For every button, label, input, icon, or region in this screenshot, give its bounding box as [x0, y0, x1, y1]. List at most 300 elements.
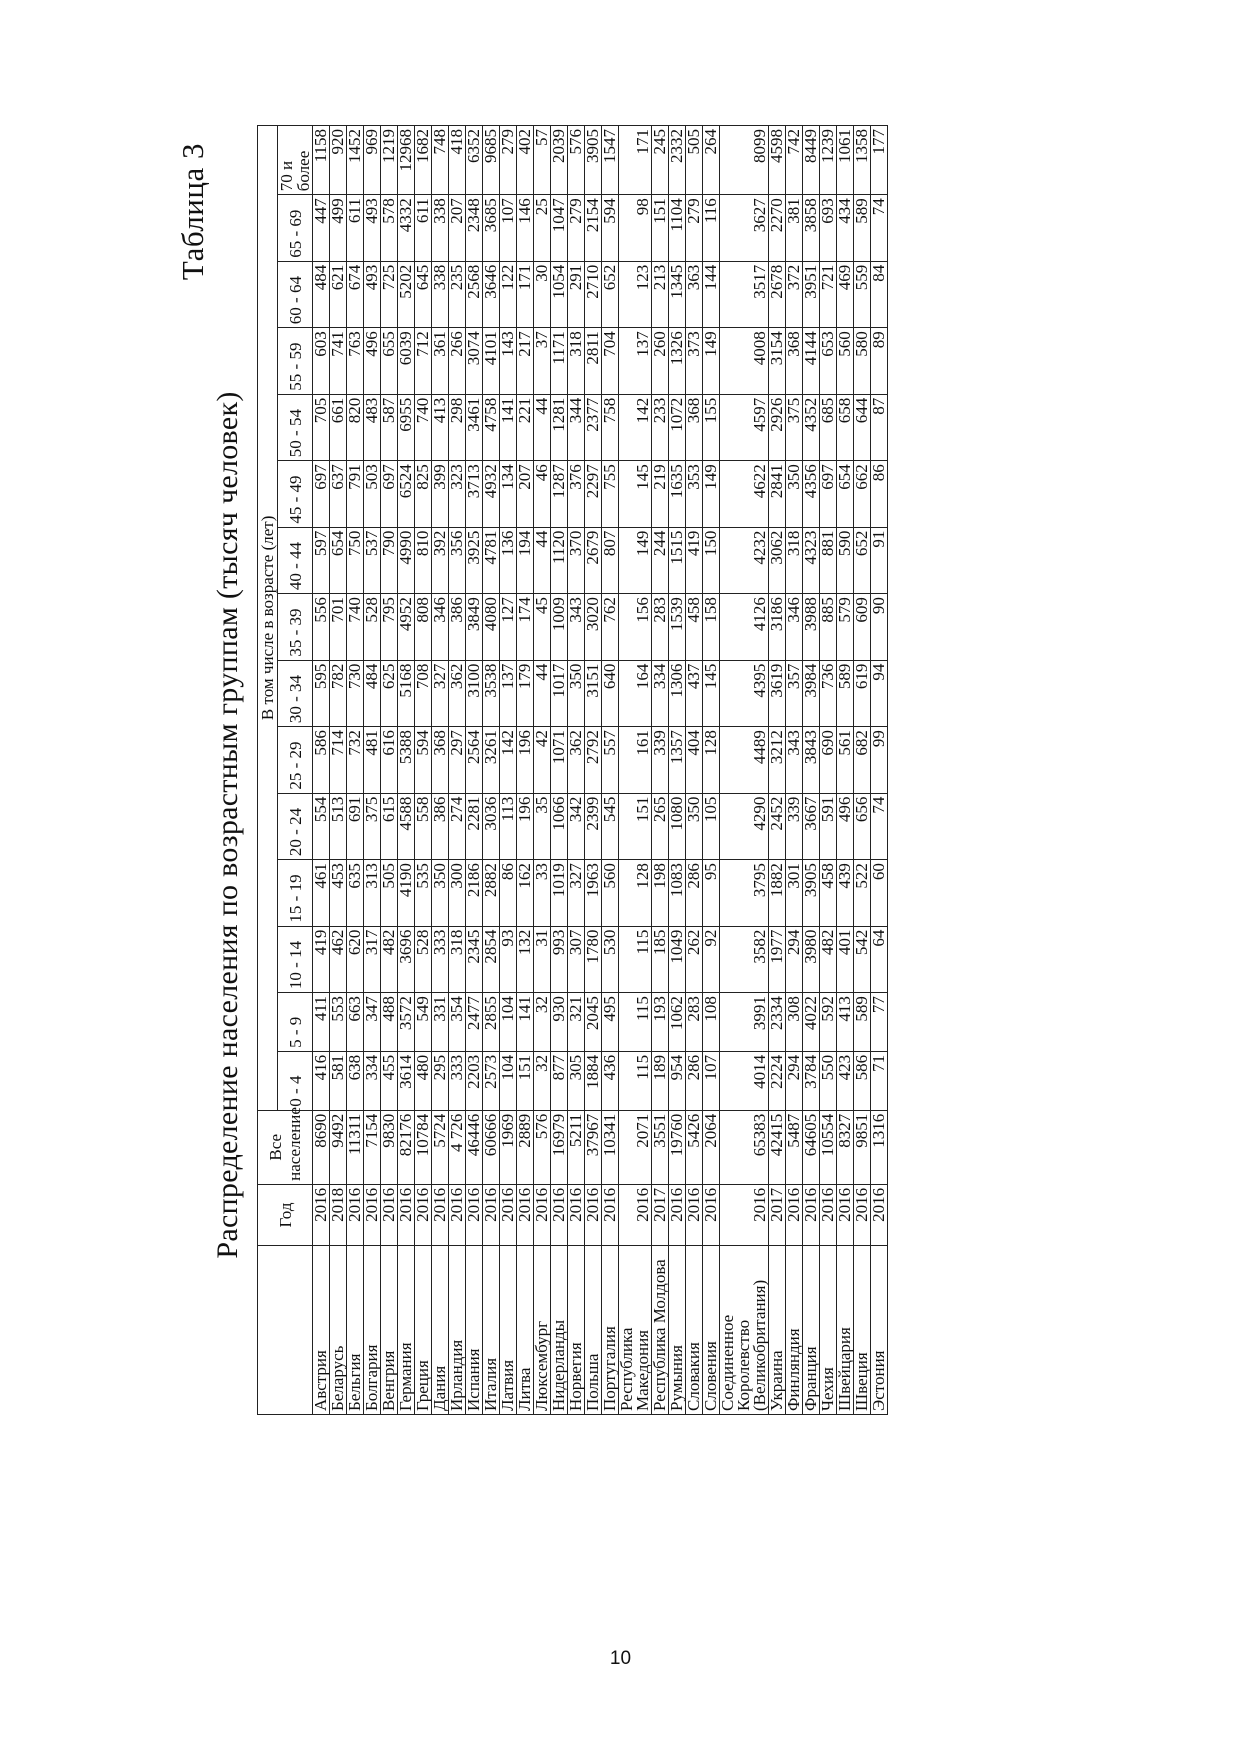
age-value-cell: 194 [517, 527, 534, 593]
age-value-cell: 158 [703, 594, 720, 660]
age-value-cell: 294 [786, 926, 803, 992]
age-value-cell: 44 [534, 660, 551, 726]
age-value-cell: 74 [871, 195, 888, 261]
total-cell: 2064 [703, 1110, 720, 1184]
country-cell: Бельгия [347, 1246, 364, 1415]
age-value-cell: 3843 [803, 727, 820, 793]
age-value-cell: 528 [364, 594, 381, 660]
age-value-cell: 2568 [466, 261, 483, 327]
age-value-cell: 298 [449, 394, 466, 460]
age-value-cell: 32 [534, 1051, 551, 1110]
total-cell: 8327 [837, 1110, 854, 1184]
age-value-cell: 1977 [769, 926, 786, 992]
age-value-cell: 2882 [483, 860, 500, 926]
age-value-cell: 368 [432, 727, 449, 793]
age-value-cell: 3100 [466, 660, 483, 726]
age-value-cell: 286 [686, 860, 703, 926]
country-cell: Литва [517, 1246, 534, 1415]
age-value-cell: 342 [568, 793, 585, 859]
age-value-cell: 625 [381, 660, 398, 726]
age-value-cell: 578 [381, 195, 398, 261]
year-cell: 2016 [568, 1184, 585, 1245]
age-value-cell: 338 [432, 261, 449, 327]
year-cell: 2017 [769, 1184, 786, 1245]
age-value-cell: 469 [837, 261, 854, 327]
table-row [837, 126, 854, 1415]
header-age: 20 - 24 [278, 793, 313, 859]
age-value-cell: 5168 [398, 660, 415, 726]
age-value-cell: 46 [534, 461, 551, 527]
age-value-cell: 877 [551, 1051, 568, 1110]
age-value-cell: 1345 [669, 261, 686, 327]
age-value-cell: 156 [619, 594, 652, 660]
age-value-cell: 4022 [803, 993, 820, 1052]
age-value-cell: 712 [415, 328, 432, 394]
table-row [500, 126, 517, 1415]
table-row [669, 126, 686, 1415]
age-value-cell: 2186 [466, 860, 483, 926]
age-value-cell: 3461 [466, 394, 483, 460]
age-value-cell: 579 [837, 594, 854, 660]
age-value-cell: 1049 [669, 926, 686, 992]
age-value-cell: 480 [415, 1051, 432, 1110]
country-cell: Республика Молдова [652, 1246, 669, 1415]
age-value-cell: 644 [854, 394, 871, 460]
age-value-cell: 1009 [551, 594, 568, 660]
age-value-cell: 697 [820, 461, 837, 527]
age-value-cell: 279 [686, 195, 703, 261]
age-value-cell: 392 [432, 527, 449, 593]
table-row [769, 126, 786, 1415]
year-cell: 2016 [837, 1184, 854, 1245]
age-value-cell: 4008 [720, 328, 769, 394]
country-cell: Португалия [602, 1246, 619, 1415]
age-value-cell: 74 [871, 793, 888, 859]
age-value-cell: 590 [837, 527, 854, 593]
age-value-cell: 401 [837, 926, 854, 992]
age-value-cell: 682 [854, 727, 871, 793]
age-value-cell: 174 [517, 594, 534, 660]
country-cell: Дания [432, 1246, 449, 1415]
age-value-cell: 9685 [483, 126, 500, 195]
age-value-cell: 419 [313, 926, 330, 992]
age-value-cell: 128 [703, 727, 720, 793]
age-value-cell: 2855 [483, 993, 500, 1052]
age-value-cell: 742 [786, 126, 803, 195]
year-cell: 2016 [483, 1184, 500, 1245]
age-value-cell: 93 [500, 926, 517, 992]
age-value-cell: 447 [313, 195, 330, 261]
year-cell: 2016 [466, 1184, 483, 1245]
age-value-cell: 354 [449, 993, 466, 1052]
age-value-cell: 820 [347, 394, 364, 460]
age-value-cell: 4622 [720, 461, 769, 527]
country-cell: Латвия [500, 1246, 517, 1415]
table-row [330, 126, 347, 1415]
age-value-cell: 1017 [551, 660, 568, 726]
age-value-cell: 334 [652, 660, 669, 726]
table-row [534, 126, 551, 1415]
age-value-cell: 347 [364, 993, 381, 1052]
age-value-cell: 308 [786, 993, 803, 1052]
age-value-cell: 44 [534, 394, 551, 460]
age-value-cell: 413 [837, 993, 854, 1052]
age-value-cell: 115 [619, 926, 652, 992]
age-value-cell: 2281 [466, 793, 483, 859]
age-value-cell: 3212 [769, 727, 786, 793]
age-value-cell: 376 [568, 461, 585, 527]
age-value-cell: 748 [432, 126, 449, 195]
age-value-cell: 104 [500, 1051, 517, 1110]
age-value-cell: 589 [854, 195, 871, 261]
age-value-cell: 616 [381, 727, 398, 793]
age-value-cell: 198 [652, 860, 669, 926]
age-value-cell: 4080 [483, 594, 500, 660]
age-value-cell: 499 [330, 195, 347, 261]
age-value-cell: 736 [820, 660, 837, 726]
age-value-cell: 4126 [720, 594, 769, 660]
age-value-cell: 327 [432, 660, 449, 726]
age-value-cell: 3784 [803, 1051, 820, 1110]
age-value-cell: 954 [669, 1051, 686, 1110]
header-age: 45 - 49 [278, 461, 313, 527]
age-value-cell: 1066 [551, 793, 568, 859]
age-value-cell: 31 [534, 926, 551, 992]
age-value-cell: 2045 [585, 993, 602, 1052]
table-row [466, 126, 483, 1415]
age-value-cell: 619 [854, 660, 871, 726]
age-value-cell: 3614 [398, 1051, 415, 1110]
header-age: 25 - 29 [278, 727, 313, 793]
age-value-cell: 2792 [585, 727, 602, 793]
age-value-cell: 453 [330, 860, 347, 926]
age-value-cell: 2573 [483, 1051, 500, 1110]
age-value-cell: 375 [364, 793, 381, 859]
age-value-cell: 1326 [669, 328, 686, 394]
total-cell: 2071 [619, 1110, 652, 1184]
age-value-cell: 615 [381, 793, 398, 859]
age-value-cell: 262 [686, 926, 703, 992]
age-value-cell: 4588 [398, 793, 415, 859]
age-value-cell: 603 [313, 328, 330, 394]
age-value-cell: 825 [415, 461, 432, 527]
rotated-page-content [175, 125, 1045, 1415]
age-value-cell: 323 [449, 461, 466, 527]
age-value-cell: 763 [347, 328, 364, 394]
total-cell: 16979 [551, 1110, 568, 1184]
age-value-cell: 343 [786, 727, 803, 793]
age-value-cell: 1104 [669, 195, 686, 261]
age-value-cell: 149 [619, 527, 652, 593]
age-value-cell: 1882 [769, 860, 786, 926]
age-value-cell: 4932 [483, 461, 500, 527]
age-value-cell: 327 [568, 860, 585, 926]
age-value-cell: 482 [820, 926, 837, 992]
age-value-cell: 108 [703, 993, 720, 1052]
age-value-cell: 3984 [803, 660, 820, 726]
age-value-cell: 318 [568, 328, 585, 394]
total-cell: 11311 [347, 1110, 364, 1184]
age-value-cell: 286 [686, 1051, 703, 1110]
age-value-cell: 35 [534, 793, 551, 859]
age-value-cell: 535 [415, 860, 432, 926]
age-value-cell: 196 [517, 727, 534, 793]
header-year: Год [258, 1184, 313, 1245]
age-value-cell: 1515 [669, 527, 686, 593]
table-row [720, 126, 769, 1415]
age-value-cell: 418 [449, 126, 466, 195]
age-value-cell: 1287 [551, 461, 568, 527]
age-value-cell: 458 [686, 594, 703, 660]
age-value-cell: 362 [449, 660, 466, 726]
age-value-cell: 597 [313, 527, 330, 593]
age-value-cell: 368 [786, 328, 803, 394]
country-cell: Австрия [313, 1246, 330, 1415]
total-cell: 1969 [500, 1110, 517, 1184]
age-value-cell: 350 [786, 461, 803, 527]
header-age: 5 - 9 [278, 993, 313, 1052]
age-value-cell: 496 [837, 793, 854, 859]
age-value-cell: 1682 [415, 126, 432, 195]
age-value-cell: 2345 [466, 926, 483, 992]
age-value-cell: 1071 [551, 727, 568, 793]
total-cell: 9851 [854, 1110, 871, 1184]
age-value-cell: 144 [703, 261, 720, 327]
age-value-cell: 8099 [720, 126, 769, 195]
age-value-cell: 559 [854, 261, 871, 327]
age-value-cell: 4232 [720, 527, 769, 593]
age-value-cell: 1306 [669, 660, 686, 726]
age-value-cell: 423 [837, 1051, 854, 1110]
age-value-cell: 621 [330, 261, 347, 327]
age-value-cell: 2854 [483, 926, 500, 992]
age-value-cell: 1281 [551, 394, 568, 460]
country-cell: Польша [585, 1246, 602, 1415]
age-value-cell: 4597 [720, 394, 769, 460]
age-value-cell: 1219 [381, 126, 398, 195]
age-value-cell: 402 [517, 126, 534, 195]
age-value-cell: 86 [871, 461, 888, 527]
year-cell: 2016 [500, 1184, 517, 1245]
age-value-cell: 245 [652, 126, 669, 195]
age-value-cell: 113 [500, 793, 517, 859]
age-value-cell: 6352 [466, 126, 483, 195]
total-cell: 9492 [330, 1110, 347, 1184]
table-row [517, 126, 534, 1415]
age-value-cell: 554 [313, 793, 330, 859]
age-value-cell: 550 [820, 1051, 837, 1110]
year-cell: 2017 [652, 1184, 669, 1245]
age-value-cell: 295 [432, 1051, 449, 1110]
age-value-cell: 150 [703, 527, 720, 593]
age-value-cell: 993 [551, 926, 568, 992]
age-value-cell: 592 [820, 993, 837, 1052]
age-value-cell: 493 [364, 261, 381, 327]
age-value-cell: 1547 [602, 126, 619, 195]
table-body [313, 126, 888, 1415]
age-value-cell: 233 [652, 394, 669, 460]
table-row [551, 126, 568, 1415]
age-value-cell: 317 [364, 926, 381, 992]
age-value-cell: 542 [854, 926, 871, 992]
age-value-cell: 920 [330, 126, 347, 195]
age-value-cell: 3517 [720, 261, 769, 327]
table-label: Таблица 3 [175, 143, 210, 281]
age-value-cell: 495 [602, 993, 619, 1052]
total-cell: 5487 [786, 1110, 803, 1184]
age-value-cell: 146 [517, 195, 534, 261]
age-value-cell: 2332 [669, 126, 686, 195]
age-value-cell: 33 [534, 860, 551, 926]
age-value-cell: 370 [568, 527, 585, 593]
age-value-cell: 2477 [466, 993, 483, 1052]
age-value-cell: 740 [415, 394, 432, 460]
page-number: 10 [609, 1648, 632, 1669]
age-value-cell: 37 [534, 328, 551, 394]
age-value-cell: 530 [602, 926, 619, 992]
header-age: 55 - 59 [278, 328, 313, 394]
age-value-cell: 411 [313, 993, 330, 1052]
age-value-cell: 99 [871, 727, 888, 793]
age-value-cell: 283 [652, 594, 669, 660]
total-cell: 5211 [568, 1110, 585, 1184]
age-value-cell: 338 [432, 195, 449, 261]
age-value-cell: 95 [703, 860, 720, 926]
age-value-cell: 591 [820, 793, 837, 859]
age-value-cell: 151 [652, 195, 669, 261]
age-value-cell: 207 [449, 195, 466, 261]
age-value-cell: 339 [652, 727, 669, 793]
table-row [398, 126, 415, 1415]
age-value-cell: 264 [703, 126, 720, 195]
table-row [313, 126, 330, 1415]
country-cell: Люксембург [534, 1246, 551, 1415]
age-value-cell: 652 [602, 261, 619, 327]
age-value-cell: 32 [534, 993, 551, 1052]
age-value-cell: 4952 [398, 594, 415, 660]
age-value-cell: 115 [619, 1051, 652, 1110]
age-value-cell: 274 [449, 793, 466, 859]
age-value-cell: 64 [871, 926, 888, 992]
age-value-cell: 90 [871, 594, 888, 660]
age-value-cell: 91 [871, 527, 888, 593]
age-value-cell: 318 [786, 527, 803, 593]
age-value-cell: 333 [432, 926, 449, 992]
age-value-cell: 594 [415, 727, 432, 793]
table-row [703, 126, 720, 1415]
age-value-cell: 6039 [398, 328, 415, 394]
total-cell: 64605 [803, 1110, 820, 1184]
age-value-cell: 3905 [803, 860, 820, 926]
year-cell: 2016 [415, 1184, 432, 1245]
age-value-cell: 483 [364, 394, 381, 460]
total-cell: 3551 [652, 1110, 669, 1184]
age-value-cell: 244 [652, 527, 669, 593]
age-value-cell: 455 [381, 1051, 398, 1110]
age-value-cell: 697 [313, 461, 330, 527]
age-value-cell: 60 [871, 860, 888, 926]
age-value-cell: 553 [330, 993, 347, 1052]
age-value-cell: 2154 [585, 195, 602, 261]
age-value-cell: 413 [432, 394, 449, 460]
table-row [449, 126, 466, 1415]
age-value-cell: 372 [786, 261, 803, 327]
year-cell: 2016 [313, 1184, 330, 1245]
age-value-cell: 350 [568, 660, 585, 726]
year-cell: 2016 [347, 1184, 364, 1245]
age-value-cell: 4323 [803, 527, 820, 593]
age-value-cell: 4598 [769, 126, 786, 195]
age-value-cell: 3858 [803, 195, 820, 261]
age-value-cell: 1239 [820, 126, 837, 195]
age-value-cell: 513 [330, 793, 347, 859]
header-age: 70 и более [278, 126, 313, 195]
total-cell: 5724 [432, 1110, 449, 1184]
age-value-cell: 3186 [769, 594, 786, 660]
total-cell: 19760 [669, 1110, 686, 1184]
age-value-cell: 790 [381, 527, 398, 593]
age-value-cell: 2039 [551, 126, 568, 195]
age-value-cell: 656 [854, 793, 871, 859]
age-value-cell: 576 [568, 126, 585, 195]
age-value-cell: 505 [381, 860, 398, 926]
age-value-cell: 4352 [803, 394, 820, 460]
age-value-cell: 730 [347, 660, 364, 726]
age-value-cell: 691 [347, 793, 364, 859]
age-value-cell: 344 [568, 394, 585, 460]
age-value-cell: 2203 [466, 1051, 483, 1110]
age-value-cell: 505 [686, 126, 703, 195]
age-value-cell: 42 [534, 727, 551, 793]
age-value-cell: 416 [313, 1051, 330, 1110]
age-value-cell: 611 [415, 195, 432, 261]
age-value-cell: 595 [313, 660, 330, 726]
table-row [686, 126, 703, 1415]
country-cell: Словакия [686, 1246, 703, 1415]
age-value-cell: 740 [347, 594, 364, 660]
age-value-cell: 300 [449, 860, 466, 926]
age-value-cell: 217 [517, 328, 534, 394]
age-value-cell: 439 [837, 860, 854, 926]
age-value-cell: 655 [381, 328, 398, 394]
age-value-cell: 207 [517, 461, 534, 527]
age-value-cell: 2297 [585, 461, 602, 527]
age-value-cell: 662 [854, 461, 871, 527]
age-value-cell: 149 [703, 328, 720, 394]
total-cell: 9830 [381, 1110, 398, 1184]
age-value-cell: 3667 [803, 793, 820, 859]
age-value-cell: 661 [330, 394, 347, 460]
age-value-cell: 461 [313, 860, 330, 926]
age-value-cell: 653 [820, 328, 837, 394]
table-title: Распределение населения по возрастным группам (тысяч человек) [211, 391, 244, 1259]
age-value-cell: 2679 [585, 527, 602, 593]
total-cell: 60666 [483, 1110, 500, 1184]
age-value-cell: 151 [517, 1051, 534, 1110]
age-value-cell: 235 [449, 261, 466, 327]
age-value-cell: 350 [432, 860, 449, 926]
country-cell: Нидерланды [551, 1246, 568, 1415]
age-value-cell: 30 [534, 261, 551, 327]
age-value-cell: 362 [568, 727, 585, 793]
header-country [258, 1246, 313, 1415]
age-value-cell: 750 [347, 527, 364, 593]
age-value-cell: 1171 [551, 328, 568, 394]
age-value-cell: 1158 [313, 126, 330, 195]
age-value-cell: 105 [703, 793, 720, 859]
age-value-cell: 685 [820, 394, 837, 460]
age-value-cell: 171 [619, 126, 652, 195]
